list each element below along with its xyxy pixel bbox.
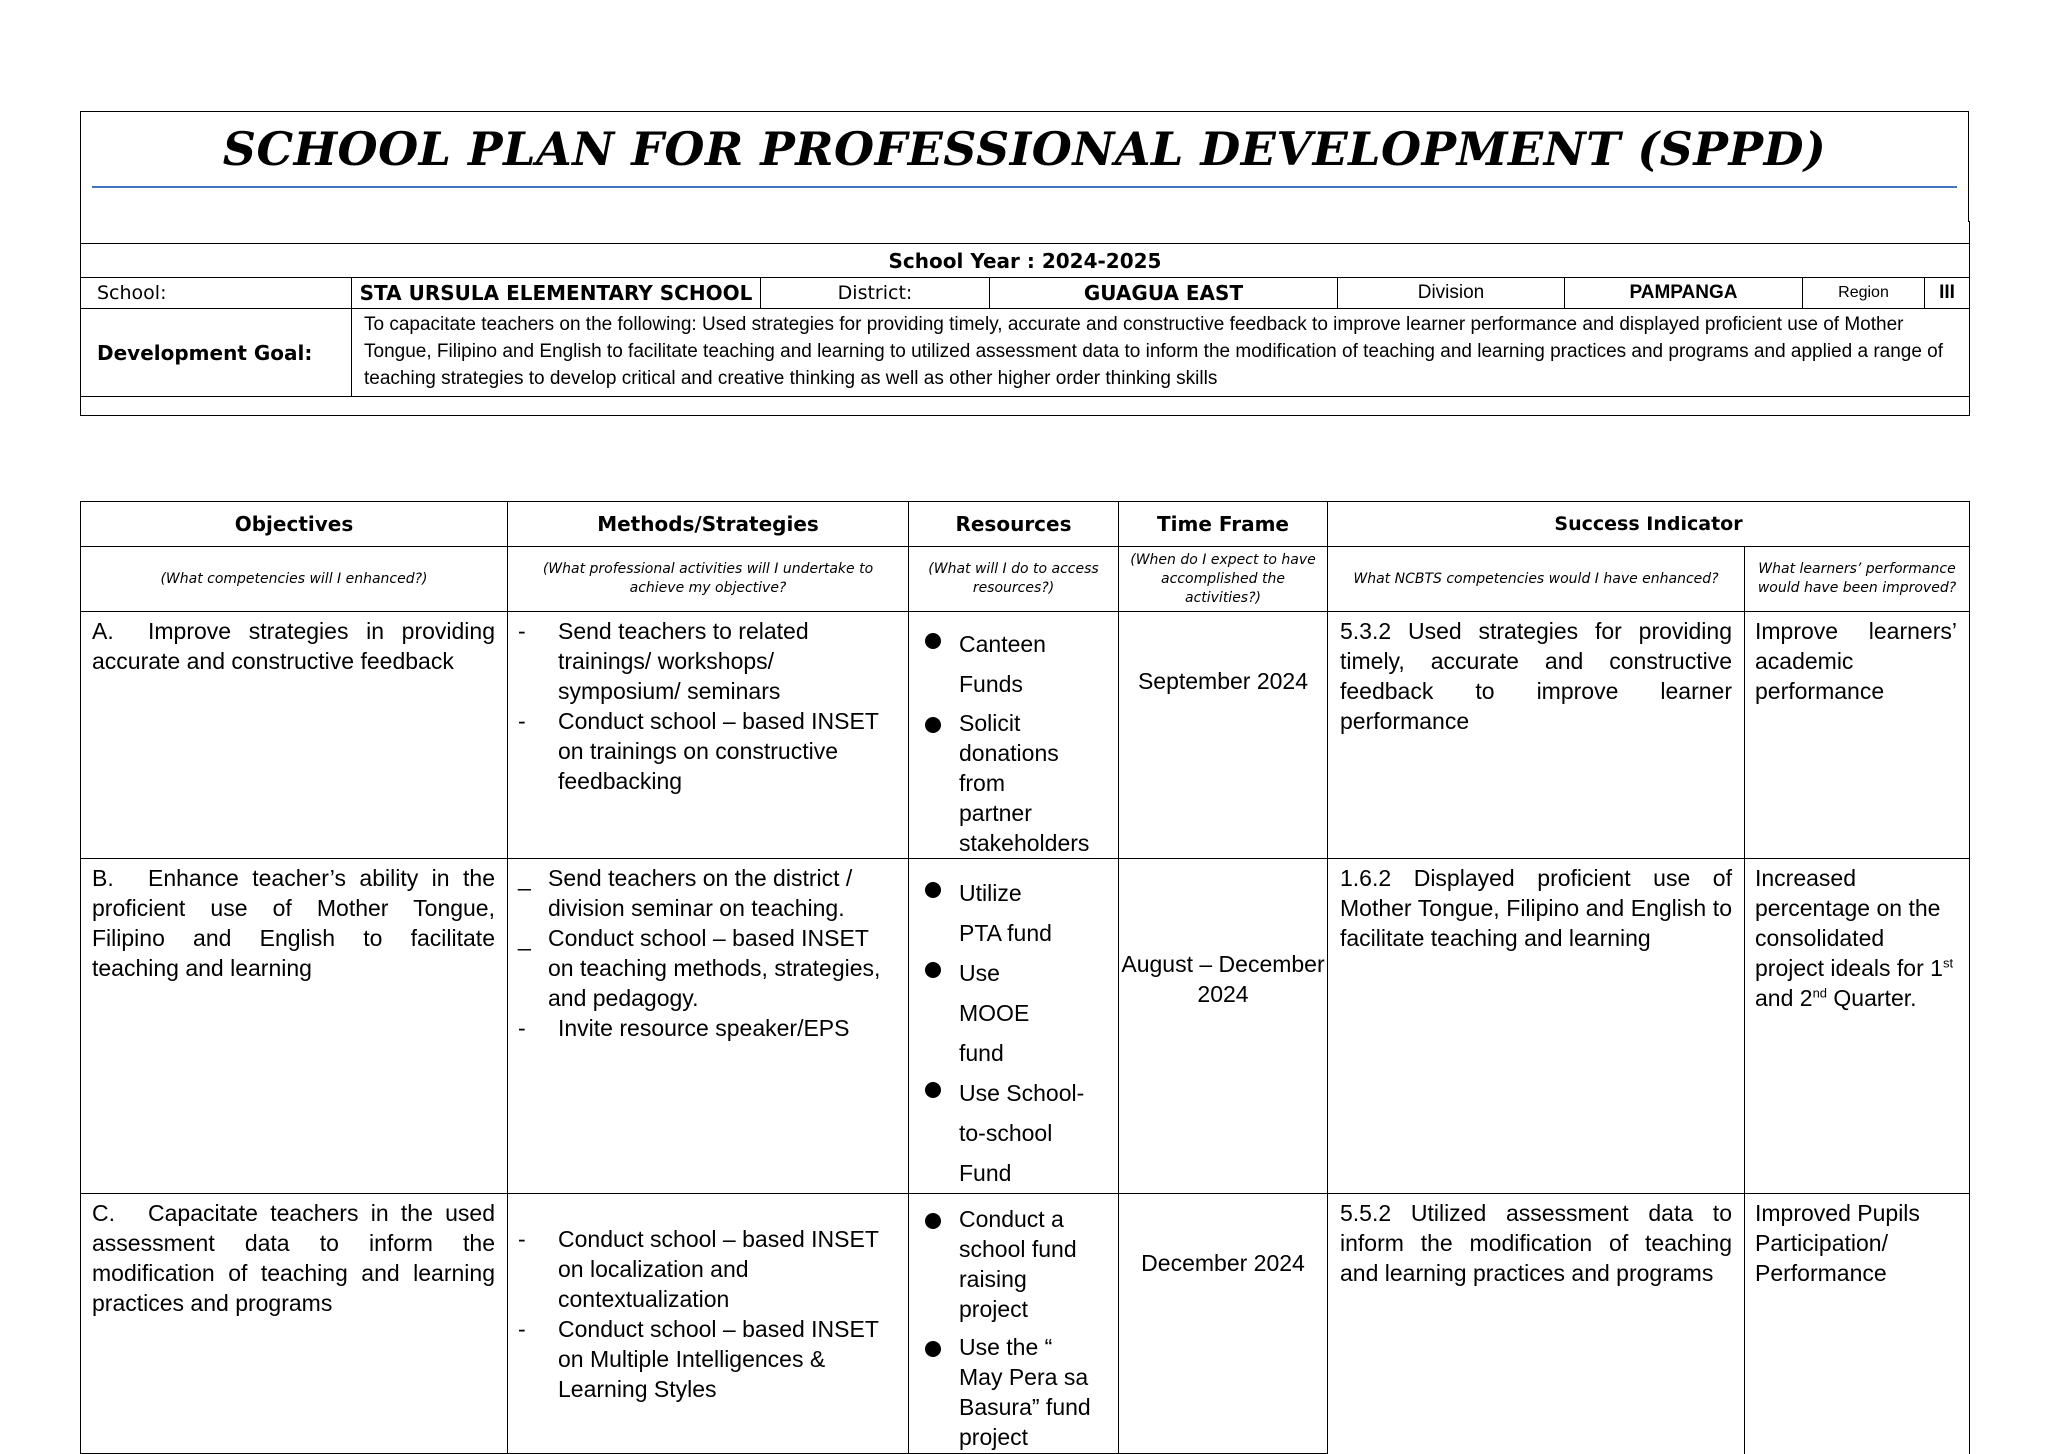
list-item	[919, 1073, 1112, 1193]
bullet-icon	[925, 882, 941, 898]
learners-text: and 2	[1755, 985, 1813, 1011]
region-label: Region	[1803, 278, 1925, 309]
table-row	[81, 612, 1970, 859]
objective-text: Enhance teacher’s ability in the proficient use of Mother Tongue, Filipino and English to facilitate teaching and learning	[92, 865, 495, 981]
district-label: District:	[761, 278, 990, 309]
objective-cell	[81, 859, 508, 1194]
list-item	[919, 624, 1059, 704]
learners-cell: Improved Pupils Participation/ Performance	[1745, 1194, 1970, 1454]
bullet-icon	[925, 1341, 941, 1357]
ncbts-cell: 5.5.2 Utilized assessment data to inform the modification of teaching and learning practices and programs	[1328, 1194, 1745, 1454]
title-underline	[92, 186, 1957, 188]
dash-marker: -	[518, 708, 526, 734]
resource-text: Use the “ May Pera sa Basura” fund project	[959, 1334, 1091, 1450]
underscore-marker: _	[518, 865, 531, 891]
subheader-resources: (What will I do to access resources?)	[909, 547, 1119, 612]
objective-letter: A.	[92, 618, 114, 644]
list-item	[518, 1224, 900, 1314]
division-label: Division	[1338, 278, 1565, 309]
subheader-objectives: (What competencies will I enhanced?)	[81, 547, 508, 612]
bullet-icon	[925, 633, 941, 649]
method-text: Invite resource speaker/EPS	[558, 1015, 850, 1041]
method-text: Conduct school – based INSET on localization and contextualization	[558, 1226, 879, 1312]
method-text: Conduct school – based INSET on Multiple Intelligences & Learning Styles	[558, 1316, 879, 1402]
region-value: III	[1925, 278, 1970, 309]
learners-text: Increased percentage on the consolidated project ideals for 1	[1755, 865, 1943, 981]
list-item	[919, 873, 1069, 953]
ncbts-cell: 5.3.2 Used strategies for providing timely, accurate and constructive feedback to improve learner performance	[1328, 612, 1745, 859]
division-value: PAMPANGA	[1565, 278, 1803, 309]
resource-text: Use School-to-school Fund	[959, 1080, 1085, 1186]
ordinal-suffix: st	[1942, 955, 1954, 971]
resource-text: Conduct a school fund raising project	[959, 1206, 1077, 1322]
learners-text: Quarter.	[1827, 985, 1917, 1011]
list-item	[518, 616, 900, 706]
resource-text: Canteen Funds	[959, 631, 1046, 697]
bullet-icon	[925, 962, 941, 978]
subheader-learners: What learners’ performance would have been improved?	[1745, 547, 1970, 612]
header-time-frame: Time Frame	[1119, 502, 1328, 547]
table-row	[81, 859, 1970, 1194]
method-text: Conduct school – based INSET on trainings on constructive feedbacking	[558, 708, 879, 794]
header-resources: Resources	[909, 502, 1119, 547]
methods-cell	[508, 1194, 909, 1454]
subheader-time-frame: (When do I expect to have accomplished the activities?)	[1119, 547, 1328, 612]
blank-row	[81, 221, 1970, 244]
bullet-icon	[925, 717, 941, 733]
dash-marker: -	[518, 618, 526, 644]
bullet-icon	[925, 1213, 941, 1229]
objective-text: Improve strategies in providing accurate and constructive feedback	[92, 618, 495, 674]
time-frame-cell: September 2024	[1119, 612, 1328, 859]
sppd-document	[80, 111, 1969, 1450]
district-value: GUAGUA EAST	[990, 278, 1338, 309]
header-info-table	[80, 221, 1970, 416]
dash-marker: -	[518, 1226, 526, 1252]
learners-cell: Improve learners’ academic performance	[1745, 612, 1970, 859]
underscore-marker: _	[518, 925, 531, 951]
time-frame-cell: August – December 2024	[1119, 859, 1328, 1194]
school-value: STA URSULA ELEMENTARY SCHOOL	[352, 278, 761, 309]
time-frame-cell: December 2024	[1119, 1194, 1328, 1454]
list-item	[518, 863, 900, 923]
list-item	[919, 953, 1069, 1073]
methods-cell	[508, 612, 909, 859]
resource-text: Utilize PTA fund	[959, 880, 1052, 946]
dash-marker: -	[518, 1316, 526, 1342]
table-row	[81, 1194, 1970, 1454]
list-item	[518, 1314, 900, 1404]
method-text: Conduct school – based INSET on teaching methods, strategies, and pedagogy.	[548, 925, 881, 1011]
resources-cell	[909, 1194, 1119, 1454]
resource-text: Use MOOE fund	[959, 960, 1030, 1066]
learners-cell	[1745, 859, 1970, 1194]
objective-text: Capacitate teachers in the used assessment data to inform the modification of teaching and learning practices and programs	[92, 1200, 495, 1316]
header-objectives: Objectives	[81, 502, 508, 547]
title-block	[80, 111, 1969, 222]
resources-cell	[909, 859, 1119, 1194]
method-text: Send teachers on the district / division seminar on teaching.	[548, 865, 853, 921]
objective-cell	[81, 612, 508, 859]
objective-letter: C.	[92, 1200, 115, 1226]
method-text: Send teachers to related trainings/ workshops/ symposium/ seminars	[558, 618, 809, 704]
objective-cell	[81, 1194, 508, 1454]
header-success-indicator: Success Indicator	[1328, 502, 1970, 547]
list-item	[518, 1013, 900, 1043]
subheader-ncbts: What NCBTS competencies would I have enhanced?	[1328, 547, 1745, 612]
development-goal-label: Development Goal:	[81, 309, 352, 397]
methods-cell	[508, 859, 909, 1194]
bullet-icon	[925, 1082, 941, 1098]
list-item	[518, 706, 900, 796]
resources-cell	[909, 612, 1119, 859]
list-item	[518, 923, 900, 1013]
objective-letter: B.	[92, 865, 114, 891]
school-year: School Year : 2024-2025	[81, 244, 1970, 278]
subheader-methods: (What professional activities will I undertake to achieve my objective?	[508, 547, 909, 612]
spacer-row	[81, 397, 1970, 416]
header-methods: Methods/Strategies	[508, 502, 909, 547]
list-item	[919, 708, 1112, 858]
document-title: SCHOOL PLAN FOR PROFESSIONAL DEVELOPMENT (SPPD)	[222, 122, 1827, 176]
list-item	[919, 1204, 1089, 1324]
development-goal-text: To capacitate teachers on the following: Used strategies for providing timely, accurate and constructive feedback to improve learner performance and displayed proficient use of Mother Tongue, Filipino and English to facilitate teaching and learning to utilized assessment data to inform the modification of teaching and learning practices and programs and applied a range of teaching strategies to develop critical and creative thinking as well as other higher order thinking skills	[352, 309, 1970, 397]
list-item	[919, 1332, 1099, 1452]
plan-table	[80, 501, 1970, 1454]
resource-text: Solicit donations from partner stakeholders	[959, 710, 1090, 856]
dash-marker: -	[518, 1015, 526, 1041]
school-label: School:	[81, 278, 352, 309]
ncbts-cell: 1.6.2 Displayed proficient use of Mother Tongue, Filipino and English to facilitate teaching and learning	[1328, 859, 1745, 1194]
ordinal-suffix: nd	[1812, 985, 1828, 1001]
